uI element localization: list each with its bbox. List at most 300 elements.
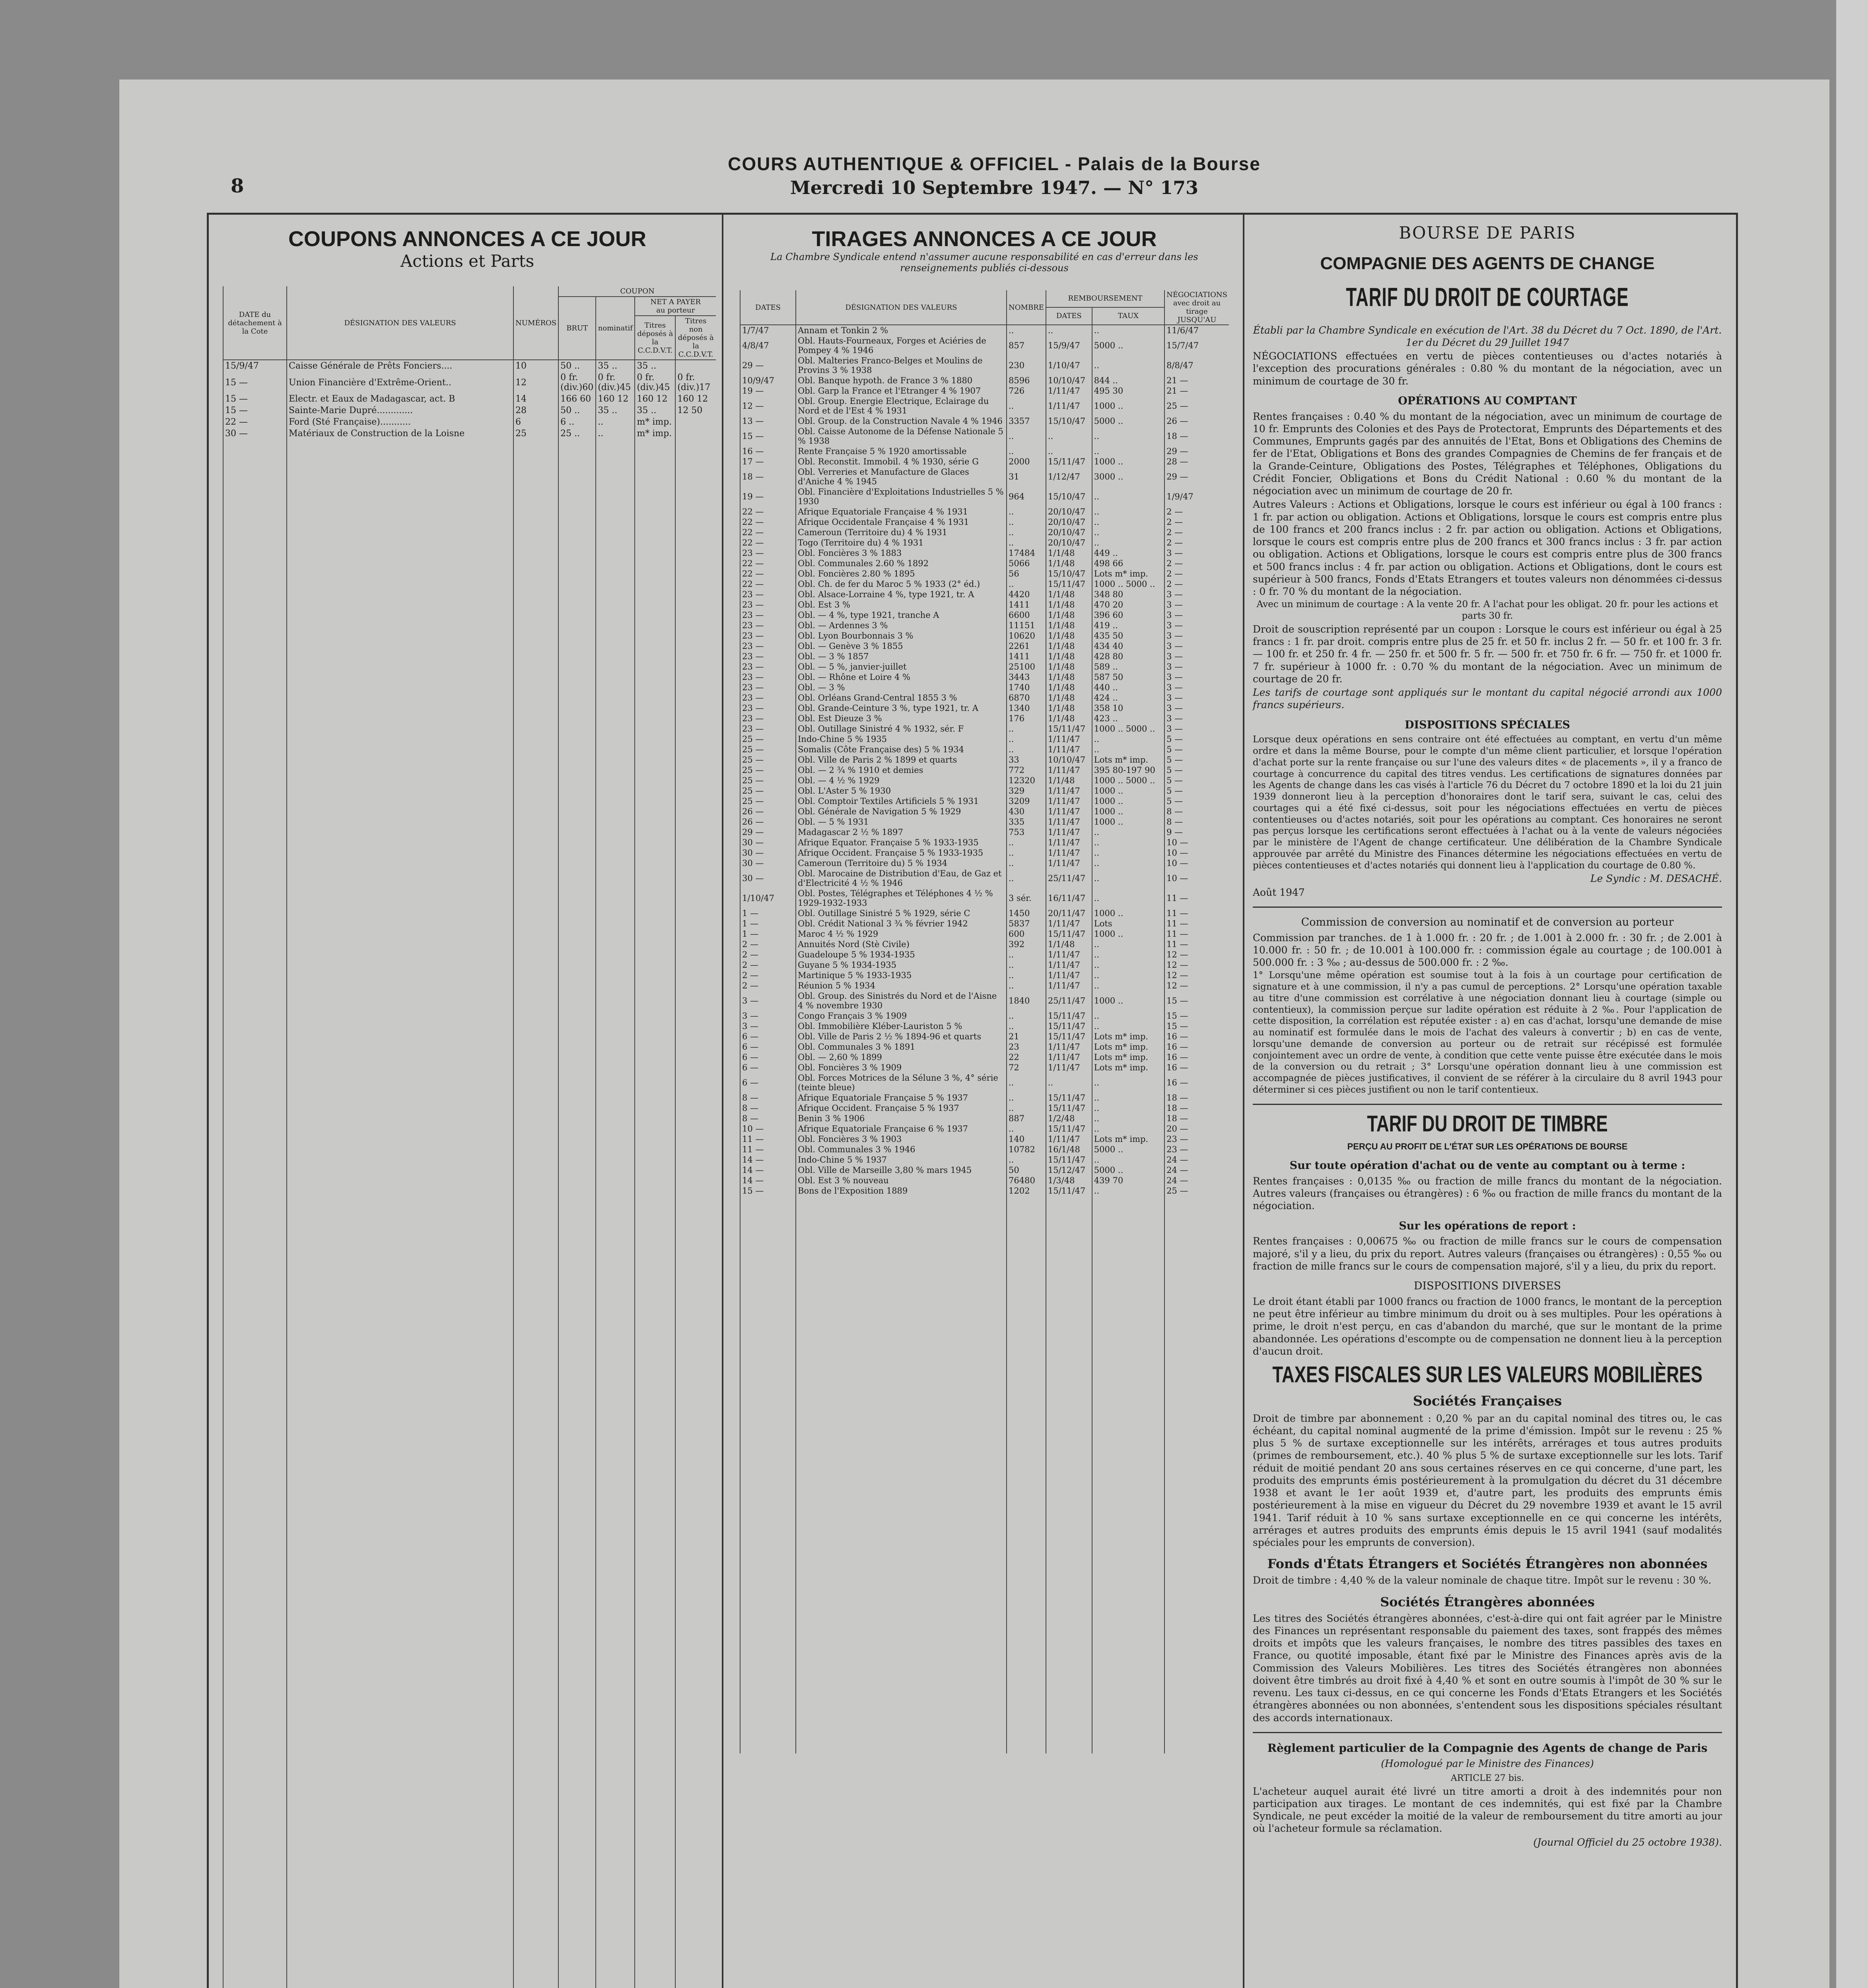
tirage-cell: 25 — <box>740 755 796 765</box>
tirage-cell: Obl. Marocaine de Distribution d'Eau, de Gaz et d'Electricité 4 ½ % 1946 <box>796 868 1007 888</box>
tirage-cell: 1/2/48 <box>1046 1113 1092 1124</box>
tirage-cell: 8 — <box>1164 806 1229 817</box>
tirage-cell: Obl. Alsace-Lorraine 4 %, type 1921, tr. A <box>796 589 1007 600</box>
tirage-cell: Obl. Crédit National 3 ¾ % février 1942 <box>796 918 1007 929</box>
tirage-cell: 8 — <box>740 1093 796 1103</box>
tirage-cell: 23 — <box>1164 1144 1229 1155</box>
divider-1 <box>1253 907 1722 908</box>
tirage-row <box>740 868 1229 888</box>
tirage-cell: 335 <box>1007 817 1046 827</box>
coupons-title-block <box>215 227 720 271</box>
tirage-cell: 1/11/47 <box>1046 786 1092 796</box>
divider-3 <box>1253 1732 1722 1733</box>
tirage-cell: 1/11/47 <box>1046 386 1092 396</box>
tirage-cell: 15/7/47 <box>1164 336 1229 355</box>
tirage-cell: 12 — <box>1164 970 1229 980</box>
tirage-cell: 1000 .. <box>1092 806 1164 817</box>
compagnie-title: COMPAGNIE DES AGENTS DE CHANGE <box>1320 253 1655 273</box>
tirage-cell: Afrique Equatoriale Française 4 % 1931 <box>796 507 1007 517</box>
tirage-row <box>740 487 1229 507</box>
tirage-cell: Obl. Caisse Autonome de la Défense Nationale 5 % 1938 <box>796 426 1007 446</box>
tirage-cell: 396 60 <box>1092 610 1164 620</box>
tirage-cell: 20/10/47 <box>1046 507 1092 517</box>
tirage-cell: 18 — <box>1164 1113 1229 1124</box>
coupons-header-nominatif: nominatif <box>596 297 635 360</box>
tirage-cell: 3 — <box>1164 672 1229 682</box>
tirage-cell: 23 — <box>740 713 796 724</box>
tirage-cell: .. <box>1007 1155 1046 1165</box>
article-title: ARTICLE 27 bis. <box>1450 1773 1524 1783</box>
tirage-cell: 19 — <box>740 386 796 396</box>
tirage-cell: 6870 <box>1007 693 1046 703</box>
tirage-cell: 1000 .. <box>1092 929 1164 939</box>
tirage-cell: 15/10/47 <box>1046 487 1092 507</box>
tirage-cell: 5000 .. <box>1092 1144 1164 1155</box>
tirage-cell: .. <box>1007 507 1046 517</box>
tirage-cell: 15/11/47 <box>1046 1011 1092 1021</box>
tirage-cell: 1 — <box>740 929 796 939</box>
tirage-cell: 25100 <box>1007 662 1046 672</box>
tirage-cell: 428 80 <box>1092 651 1164 662</box>
tirage-cell: 12 — <box>1164 949 1229 960</box>
tirage-cell: Afrique Occident. Française 5 % 1933-1935 <box>796 848 1007 858</box>
tirage-cell: 30 — <box>740 868 796 888</box>
tirage-cell: 16/11/47 <box>1046 888 1092 908</box>
tirage-cell: 5 — <box>1164 744 1229 755</box>
tirage-row <box>740 888 1229 908</box>
tirage-cell: .. <box>1007 527 1046 538</box>
bourse-title: BOURSE DE PARIS <box>1399 223 1576 243</box>
tirage-row <box>740 548 1229 558</box>
tirage-cell: 395 80-197 90 <box>1092 765 1164 775</box>
tirage-row <box>740 355 1229 375</box>
tirage-cell: .. <box>1092 734 1164 744</box>
tirage-cell: 3 — <box>1164 651 1229 662</box>
tirage-cell: 14 — <box>740 1175 796 1186</box>
tirage-cell: 15/9/47 <box>1046 336 1092 355</box>
tirage-cell: .. <box>1092 1124 1164 1134</box>
tirage-cell: .. <box>1007 724 1046 734</box>
tirage-cell: Indo-Chine 5 % 1937 <box>796 1155 1007 1165</box>
tirage-cell: 2 — <box>1164 538 1229 548</box>
tirage-cell: Congo Français 3 % 1909 <box>796 1011 1007 1021</box>
tirage-cell: 15/11/47 <box>1046 1155 1092 1165</box>
coupon-cell: 160 12 <box>635 393 675 405</box>
tirage-cell: 11 — <box>1164 888 1229 908</box>
tirage-cell: 1/11/47 <box>1046 970 1092 980</box>
tirage-cell: 600 <box>1007 929 1046 939</box>
tirage-cell: 76480 <box>1007 1175 1046 1186</box>
tirage-cell: 5000 .. <box>1092 1165 1164 1175</box>
tirage-cell: 887 <box>1007 1113 1046 1124</box>
tirage-cell: 4420 <box>1007 589 1046 600</box>
tirage-cell: 1000 .. 5000 .. <box>1092 579 1164 589</box>
tirage-cell: .. <box>1007 579 1046 589</box>
tirage-cell: Obl. — 3 % <box>796 682 1007 693</box>
tirage-cell: 25 — <box>740 765 796 775</box>
tirage-cell: .. <box>1007 1021 1046 1031</box>
tirage-cell: 15/11/47 <box>1046 1093 1092 1103</box>
coupon-cell <box>675 428 716 439</box>
coupon-row <box>223 405 716 416</box>
tirage-cell: 22 — <box>740 558 796 569</box>
tirage-row <box>740 641 1229 651</box>
tirages-header-dates: DATES <box>740 290 796 325</box>
tirage-row <box>740 1103 1229 1113</box>
tirage-cell: 25 — <box>740 775 796 786</box>
tirage-cell: 22 — <box>740 527 796 538</box>
tirage-cell: 1/11/47 <box>1046 848 1092 858</box>
coupon-cell: 35 .. <box>635 405 675 416</box>
tirage-row <box>740 775 1229 786</box>
tirage-cell: 22 — <box>740 507 796 517</box>
coupons-header-date: DATE du détachement à la Cote <box>223 286 287 360</box>
tirage-cell: 11/6/47 <box>1164 325 1229 336</box>
coupons-title: COUPONS ANNONCES A CE JOUR <box>288 227 647 251</box>
coupon-row <box>223 428 716 439</box>
tirage-cell: 1/1/48 <box>1046 682 1092 693</box>
tirage-cell: 1000 .. <box>1092 908 1164 918</box>
tirage-cell: 15/11/47 <box>1046 724 1092 734</box>
tirage-cell: 753 <box>1007 827 1046 837</box>
tirage-row <box>740 827 1229 837</box>
tirage-cell: 11 — <box>1164 918 1229 929</box>
tirage-cell: 10620 <box>1007 631 1046 641</box>
tirage-row <box>740 527 1229 538</box>
tirage-cell: 5837 <box>1007 918 1046 929</box>
tirage-cell: 18 — <box>740 467 796 487</box>
tirages-header-r-dates: DATES <box>1046 307 1092 325</box>
tirage-cell: 772 <box>1007 765 1046 775</box>
tirage-cell: 964 <box>1007 487 1046 507</box>
tirage-cell: Obl. Est 3 % nouveau <box>796 1175 1007 1186</box>
tirage-cell: 6 — <box>740 1042 796 1052</box>
tirage-cell: 22 <box>1007 1052 1046 1062</box>
tirage-cell: Obl. Orléans Grand-Central 1855 3 % <box>796 693 1007 703</box>
fonds-etrangers-text: Droit de timbre : 4,40 % de la valeur nominale de chaque titre. Impôt sur le revenu : 30 %. <box>1253 1574 1712 1586</box>
tirage-cell: .. <box>1092 1113 1164 1124</box>
tirage-cell: Cameroun (Territoire du) 4 % 1931 <box>796 527 1007 538</box>
tirage-cell: .. <box>1007 980 1046 991</box>
tirage-cell: 22 — <box>740 569 796 579</box>
tirage-cell: .. <box>1046 325 1092 336</box>
tirage-row <box>740 1052 1229 1062</box>
tirage-cell: 12 — <box>1164 960 1229 970</box>
coupon-cell <box>675 360 716 372</box>
tirage-cell: 20/10/47 <box>1046 517 1092 527</box>
societes-etrangeres-text: Les titres des Sociétés étrangères abonnées, c'est-à-dire qui ont fait agréer par le Ministre des Finances un représentant responsable du paiement des taxes, sont frappés des mêmes droits et impôts que les valeurs françaises, le nombre des titres passibles des taxes en France, ou quotité imposable, étant fixé par le Ministre des Finances après avis de la Commission des Valeurs Mobilières. Les titres des Sociétés étrangères non abonnées doivent être timbrés au droit fixé à 4,40 % et sont en outre soumis à l'impôt de 30 % sur le revenu. Les taux ci-dessus, en ce qui concerne les Fonds d'Etats Etrangers et les Sociétés étrangères abonnées ou non abonnées, s'entendent sous les dispositions spéciales résultant des accords internationaux. <box>1253 1612 1722 1724</box>
tirage-cell: 23 — <box>740 610 796 620</box>
tirage-cell: 23 — <box>740 672 796 682</box>
tirage-cell: 16 — <box>1164 1062 1229 1073</box>
tirage-cell: 1/1/48 <box>1046 651 1092 662</box>
tirage-cell: Cameroun (Territoire du) 5 % 1934 <box>796 858 1007 868</box>
tirage-cell: .. <box>1092 848 1164 858</box>
coupons-header-porteur: au porteur <box>656 306 695 315</box>
tirage-cell: 16 — <box>740 446 796 456</box>
tirage-cell: Lots m* imp. <box>1092 1052 1164 1062</box>
tirage-cell: 2 — <box>740 949 796 960</box>
tirage-row <box>740 600 1229 610</box>
tirage-row <box>740 569 1229 579</box>
tirage-cell: 23 — <box>740 724 796 734</box>
tirage-cell: 23 — <box>740 641 796 651</box>
tirage-cell: Obl. Banque hypoth. de France 3 % 1880 <box>796 375 1007 386</box>
tirage-cell: .. <box>1007 426 1046 446</box>
tirage-cell: Obl. L'Aster 5 % 1930 <box>796 786 1007 796</box>
tirage-cell: 20/10/47 <box>1046 527 1092 538</box>
tirage-cell: Lots m* imp. <box>1092 755 1164 765</box>
tirage-cell: .. <box>1007 848 1046 858</box>
tirage-row <box>740 744 1229 755</box>
tirage-cell: .. <box>1092 1093 1164 1103</box>
tirage-row <box>740 620 1229 631</box>
tirage-cell: .. <box>1092 744 1164 755</box>
coupon-cell: 12 50 <box>675 405 716 416</box>
taxes-title: TAXES FISCALES SUR LES VALEURS MOBILIÈRES <box>1272 1362 1703 1388</box>
tirage-cell: 14 — <box>740 1165 796 1175</box>
tirage-row <box>740 1186 1229 1196</box>
coupon-cell: 15 — <box>223 372 287 393</box>
tirage-cell: 1/7/47 <box>740 325 796 336</box>
tirage-cell: Lots m* imp. <box>1092 569 1164 579</box>
tirage-cell: 23 — <box>740 600 796 610</box>
tirage-cell: 1/1/48 <box>1046 693 1092 703</box>
tirage-cell: 24 — <box>1164 1165 1229 1175</box>
tirage-cell: 13 — <box>740 416 796 426</box>
tirage-cell: 1450 <box>1007 908 1046 918</box>
tirage-cell: .. <box>1092 1021 1164 1031</box>
tirage-cell: .. <box>1092 527 1164 538</box>
tirage-cell: 8596 <box>1007 375 1046 386</box>
tirage-cell: 10 — <box>740 1124 796 1134</box>
tirage-cell: 1/11/47 <box>1046 960 1092 970</box>
coupon-cell: 0 fr.(div.)17 <box>675 372 716 393</box>
tirage-row <box>740 386 1229 396</box>
tirage-cell: .. <box>1092 1155 1164 1165</box>
tirage-cell: 1000 .. 5000 .. <box>1092 775 1164 786</box>
tirage-cell: 1000 .. <box>1092 817 1164 827</box>
tirage-cell: 25 — <box>740 786 796 796</box>
arrondi-note: Les tarifs de courtage sont appliqués sur le montant du capital négocié arrondi aux 1000 francs supérieurs. <box>1253 687 1722 711</box>
tirage-cell: 3 — <box>1164 600 1229 610</box>
tirage-cell: .. <box>1092 960 1164 970</box>
tirage-cell: 9 — <box>1164 827 1229 837</box>
tirage-cell: Afrique Equatoriale Française 5 % 1937 <box>796 1093 1007 1103</box>
tirage-cell: 29 — <box>740 827 796 837</box>
tirage-cell: 3 sér. <box>1007 888 1046 908</box>
tirage-row <box>740 396 1229 416</box>
tirage-cell: 1 — <box>740 908 796 918</box>
tirage-cell: .. <box>1007 1011 1046 1021</box>
tirage-row <box>740 796 1229 806</box>
tirage-cell: 25/11/47 <box>1046 868 1092 888</box>
tirages-header-designation: DÉSIGNATION DES VALEURS <box>796 290 1007 325</box>
coupon-cell: 12 <box>513 372 558 393</box>
tirage-cell: 1/1/48 <box>1046 662 1092 672</box>
tirage-cell: Rente Française 5 % 1920 amortissable <box>796 446 1007 456</box>
tirage-cell: 15 — <box>740 1186 796 1196</box>
tirage-cell: 1/11/47 <box>1046 827 1092 837</box>
tirage-cell: 11 — <box>740 1144 796 1155</box>
tirage-cell: 3 — <box>1164 682 1229 693</box>
tirage-cell: 10/9/47 <box>740 375 796 386</box>
tirage-cell: 2 — <box>1164 579 1229 589</box>
tirage-cell: 15/11/47 <box>1046 1021 1092 1031</box>
tirage-cell: .. <box>1007 837 1046 848</box>
tirage-cell: Obl. Foncières 3 % 1903 <box>796 1134 1007 1144</box>
tirage-cell: 1/10/47 <box>740 888 796 908</box>
coupon-cell: 6 .. <box>558 416 596 428</box>
tirage-cell: 3 — <box>740 1011 796 1021</box>
tirage-cell: 2000 <box>1007 456 1046 467</box>
coupon-cell: m* imp. <box>635 428 675 439</box>
tirage-cell: 435 50 <box>1092 631 1164 641</box>
tirage-cell: 2 — <box>1164 507 1229 517</box>
tirage-cell: 1/1/48 <box>1046 631 1092 641</box>
tirage-cell: 726 <box>1007 386 1046 396</box>
tirage-cell: Obl. Générale de Navigation 5 % 1929 <box>796 806 1007 817</box>
tirage-cell: 1/11/47 <box>1046 817 1092 827</box>
tirage-row <box>740 960 1229 970</box>
tirage-cell: 15 — <box>740 426 796 446</box>
tirage-cell: .. <box>1007 868 1046 888</box>
tirage-cell: 1/1/48 <box>1046 775 1092 786</box>
tirage-row <box>740 918 1229 929</box>
tirage-cell: 5 — <box>1164 796 1229 806</box>
coupons-subtitle: Actions et Parts <box>400 251 535 271</box>
tirage-row <box>740 416 1229 426</box>
tirage-cell: 20/10/47 <box>1046 538 1092 548</box>
tirage-cell: .. <box>1007 1073 1046 1093</box>
tirage-cell: 15/11/47 <box>1046 579 1092 589</box>
societes-etrangeres-title: Sociétés Étrangères abonnées <box>1380 1594 1595 1609</box>
tirage-cell: 1/11/47 <box>1046 1062 1092 1073</box>
coupon-cell: Sainte-Marie Dupré............. <box>287 405 513 416</box>
coupons-empty-space <box>223 439 716 1988</box>
tirage-cell: 8 — <box>1164 817 1229 827</box>
tirage-cell: 1000 .. <box>1092 786 1164 796</box>
conversion-notes: 1° Lorsqu'une même opération est soumise tout à la fois à un courtage pour certification de signature et à une commission, il n'y a pas cumul de perceptions. 2° Lorsqu'une opération taxable au titre d'une commission est corrélative à une négociation donnant lieu à courtage (simple ou contentieux), la commission perçue sur ladite opération est réduite à 2 ‰. Pour l'application de cette disposition, la corrélation est réputée exister : a) en cas d'achat, lorsqu'une demande de mise au nominatif est formulée dans le mois de l'achat des valeurs à convertir ; b) en cas de vente, lorsqu'une demande de conversion au porteur ou de retrait sur récépissé est formulée conjointement avec un ordre de vente, à condition que cette vente puisse être exécutée dans le mois de la conversion ou du retrait ; 3° Lorsqu'une opération donnant lieu à une commission est accompagnée de pièces justificatives, il convient de se référer à la circulaire du 8 avril 1943 pour déterminer si ces pièces justifient ou non le tarif contentieux. <box>1253 970 1722 1095</box>
tirage-row <box>740 1073 1229 1093</box>
tirage-cell: Obl. Ville de Marseille 3,80 % mars 1945 <box>796 1165 1007 1175</box>
coupons-table <box>223 286 716 1988</box>
tirage-cell: 440 .. <box>1092 682 1164 693</box>
column-divider-2 <box>1243 213 1244 1988</box>
tirage-cell: 3 — <box>1164 703 1229 713</box>
tirage-cell: Obl. Group. des Sinistrés du Nord et de l'Aisne 4 % novembre 1930 <box>796 991 1007 1011</box>
tirage-cell: 10/10/47 <box>1046 755 1092 765</box>
tirage-cell: Obl. Verreries et Manufacture de Glaces d'Aniche 4 % 1945 <box>796 467 1007 487</box>
tirage-cell: Obl. Est 3 % <box>796 600 1007 610</box>
tirage-cell: 21 <box>1007 1031 1046 1042</box>
tirage-cell: .. <box>1092 837 1164 848</box>
tirage-cell: .. <box>1092 888 1164 908</box>
tirage-cell: 23 — <box>740 662 796 672</box>
tirage-row <box>740 1165 1229 1175</box>
tirage-cell: 3 — <box>1164 693 1229 703</box>
tirage-cell: Obl. Immobilière Kléber-Lauriston 5 % <box>796 1021 1007 1031</box>
tirage-cell: 4/8/47 <box>740 336 796 355</box>
tirage-cell: 2261 <box>1007 641 1046 651</box>
tirage-cell: 1/11/47 <box>1046 949 1092 960</box>
tirage-cell: 1000 .. <box>1092 456 1164 467</box>
tirage-cell: .. <box>1092 858 1164 868</box>
reglement-subtitle: (Homologué par le Ministre des Finances) <box>1381 1757 1594 1769</box>
tirage-cell: .. <box>1092 446 1164 456</box>
negociations-text: NÉGOCIATIONS effectuées en vertu de pièces contentieuses ou d'actes notariés à l'exception des procurations générales : 0.80 % du montant de la négociation, avec un minimum de courtage de 30 fr. <box>1253 350 1722 387</box>
tirage-row <box>740 1093 1229 1103</box>
coupon-cell: 35 .. <box>596 360 635 372</box>
tirage-row <box>740 1031 1229 1042</box>
tirage-cell: .. <box>1092 1186 1164 1196</box>
tirage-cell: .. <box>1007 734 1046 744</box>
tirage-cell: 16 — <box>1164 1052 1229 1062</box>
tirage-cell: 15/11/47 <box>1046 929 1092 939</box>
tirage-cell: Guadeloupe 5 % 1934-1935 <box>796 949 1007 960</box>
tirage-cell: Obl. Forces Motrices de la Sélune 3 %, 4° série (teinte bleue) <box>796 1073 1007 1093</box>
tirage-cell: 14 — <box>740 1155 796 1165</box>
tirage-cell: .. <box>1007 1093 1046 1103</box>
tirage-cell: 329 <box>1007 786 1046 796</box>
tirage-cell: Martinique 5 % 1933-1935 <box>796 970 1007 980</box>
tirage-row <box>740 631 1229 641</box>
tirage-cell: 6600 <box>1007 610 1046 620</box>
tirage-cell: 449 .. <box>1092 548 1164 558</box>
tirage-cell: 5 — <box>1164 765 1229 775</box>
tirage-cell: 1000 .. <box>1092 991 1164 1011</box>
tirage-cell: 2 — <box>1164 569 1229 579</box>
tirage-cell: 25 — <box>740 744 796 755</box>
tirage-row <box>740 980 1229 991</box>
tirage-cell: .. <box>1092 970 1164 980</box>
tirage-cell: 1411 <box>1007 600 1046 610</box>
tirage-cell: 430 <box>1007 806 1046 817</box>
tirage-cell: 5 — <box>1164 775 1229 786</box>
coupon-cell: 14 <box>513 393 558 405</box>
tirage-cell: Lots <box>1092 918 1164 929</box>
tirage-cell: 23 — <box>740 631 796 641</box>
coupon-cell: 25 .. <box>558 428 596 439</box>
coupons-header-coupon: COUPON <box>558 286 716 297</box>
tirage-cell: 10 — <box>1164 837 1229 848</box>
tirage-cell: 10 — <box>1164 868 1229 888</box>
tirage-cell: 1/1/48 <box>1046 600 1092 610</box>
tirage-cell: .. <box>1007 949 1046 960</box>
tirage-cell: .. <box>1007 1103 1046 1113</box>
tirage-cell: 23 — <box>740 693 796 703</box>
tirage-cell: 5 — <box>1164 755 1229 765</box>
tirage-cell: 8 — <box>740 1103 796 1113</box>
tirage-cell: 1202 <box>1007 1186 1046 1196</box>
coupon-cell: 50 .. <box>558 405 596 416</box>
tirage-cell: 1840 <box>1007 991 1046 1011</box>
tirages-rows <box>740 325 1229 1196</box>
coupons-header-designation: DÉSIGNATION DES VALEURS <box>287 286 513 360</box>
tirage-cell: .. <box>1007 446 1046 456</box>
tirage-cell: Bons de l'Exposition 1889 <box>796 1186 1007 1196</box>
minimum-note: Avec un minimum de courtage : A la vente 20 fr. A l'achat pour les obligat. 20 fr. pour les actions et parts 30 fr. <box>1256 599 1718 621</box>
tirage-cell: .. <box>1092 538 1164 548</box>
droit-souscription-text: Droit de souscription représenté par un coupon : Lorsque le cours est inférieur ou égal à 25 francs : 1 fr. par droit. compris entre plus de 25 fr. et 50 fr. inclus 2 fr. — 50 fr. et 100 fr. 3 fr. — 100 fr. et 250 fr. 4 fr. — 250 fr. et 500 fr. 5 fr. — 500 fr. et 750 fr. 6 fr. — 750 fr. et 1000 fr. 7 fr. supérieur à 1000 fr. : 0.70 % du montant de la négociation. Avec un minimum de courtage de 20 fr. <box>1253 623 1722 685</box>
timbre-comptant-title: Sur toute opération d'achat ou de vente au comptant ou à terme : <box>1289 1159 1685 1172</box>
tirage-cell: 26 — <box>740 817 796 827</box>
tirage-cell: 6 — <box>740 1073 796 1093</box>
tirage-row <box>740 507 1229 517</box>
tirage-cell: 5 — <box>1164 734 1229 744</box>
article-text: L'acheteur auquel aurait été livré un titre amorti a droit à des indemnités pour non participation aux tirages. Le montant de ces indemnités, qui est fixé par la Chambre Syndicale, ne peut excéder la moitié de la valeur de remboursement du titre amorti au jour où l'acheteur formule sa réclamation. <box>1253 1785 1722 1835</box>
tirage-cell: .. <box>1092 507 1164 517</box>
